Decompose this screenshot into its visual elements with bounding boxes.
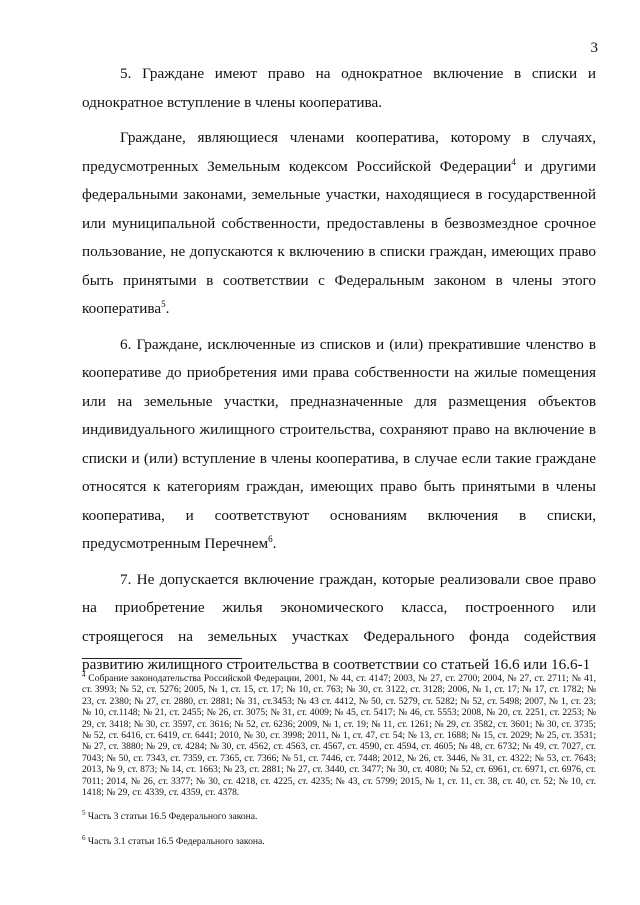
footnotes: [82, 670, 596, 860]
footnote-divider: [82, 658, 242, 659]
footnote-6: [82, 833, 596, 847]
footnote-text: Собрание законодательства Российской Федерации, 2001, № 44, ст. 4147; 2003, № 27, ст. 2700; 2004, № 27, ст. 2711; № 41, ст. 3993; № 52, ст. 5276; 2005, № 1, ст. 15, ст. 17; № 10, ст. 763; № 30, ст. 3122, ст. 3128; 2006, № 1, ст. 17; № 17, ст. 1782; № 23, ст. 2380; № 27, ст. 2880, ст. 2881; № 31, ст.3453; № 43 ст. 4412, № 50, ст. 5279, ст. 5282; № 52, ст. 5498; 2007, № 1, ст. 23; № 10, ст.1148; № 21, ст. 2455; № 26, ст. 3075; № 31, ст. 4009; № 45, ст. 5417; № 46, ст. 5553; 2008, № 20, ст. 2251, ст. 2253; № 29, ст. 3418; № 30, ст. 3597, ст. 3616; № 52, ст. 6236; 2009, № 1, ст. 19; № 11, ст. 1261; № 29, ст. 3582, ст. 3601; № 30, ст. 3735; № 52, ст. 6416, ст. 6419, ст. 6441; 2010, № 30, ст. 3998; 2011, № 1, ст. 47, ст. 54; № 13, ст. 1688; № 15, ст. 2029; № 25, ст. 3531; № 27, ст. 3880; № 29, ст. 4284; № 30, ст. 4562, ст. 4563, ст. 4567, ст. 4590, ст. 4594, ст. 4605; № 48, ст. 6732; № 49, ст. 7027, ст. 7043; № 50, ст. 7343, ст. 7359, ст. 7365, ст. 7366; № 51, ст. 7446, ст. 7448; 2012, № 26, ст. 3446, № 31, ст. 4322; № 53, ст. 7643; 2013, № 9, ст. 873; № 14, ст. 1663; № 23, ст. 2881; № 27, ст. 3440, ст. 3477; № 30, ст. 4080; № 52, ст. 6961, ст. 6971, ст. 6976, ст. 7011; 2014, № 26, ст. 3377; № 30, ст. 4218, ст. 4225, ст. 4235; № 43, ст. 5799; 2015, № 1, ст. 11, ст. 38, ст. 40, ст. 52; № 10, ст. 1418; № 29, ст. 4339, ст. 4359, ст. 4378.: [82, 673, 596, 799]
paragraph-5-continued: [82, 124, 596, 324]
footnote-4: [82, 670, 596, 799]
footnote-ref-4[interactable]: 4: [511, 156, 516, 167]
page-number: 3: [590, 40, 598, 56]
paragraph-text: .: [272, 535, 277, 552]
paragraph-6: [82, 331, 596, 559]
paragraph-text: 7. Не допускается включение граждан, которые реализовали свое право на приобретение жилья экономического класса, построенного или строящегося на земельных участках Федерального фонда содействия развитию жилищного строительства в соответствии со статьей 16.6 или 16.6-1: [82, 570, 596, 673]
footnote-mark: 6: [82, 833, 86, 842]
footnote-5: [82, 811, 596, 822]
paragraph-text: 5. Граждане имеют право на однократное включение в списки и однократное вступление в члены кооператива.: [82, 65, 596, 111]
paragraph-text: и другими федеральными законами, земельные участки, находящиеся в государственной или муниципальной собственности, предоставлены в безвозмездное срочное пользование, не допускаются к включению в списки граждан, имеющих право быть принятыми в соответствии с Федеральным законом в члены этого кооператива: [82, 157, 596, 317]
footnote-text: Часть 3 статьи 16.5 Федерального закона.: [85, 811, 258, 823]
body-text: [82, 60, 596, 687]
footnote-ref-6[interactable]: 6: [268, 533, 273, 544]
paragraph-text: .: [165, 300, 170, 317]
footnote-ref-5[interactable]: 5: [161, 298, 166, 309]
paragraph-7: [82, 566, 596, 680]
footnote-text: Часть 3.1 статьи 16.5 Федерального закона.: [85, 835, 265, 847]
paragraph-text: Граждане, являющиеся членами кооператива, которому в случаях, предусмотренных Земельным кодексом Российской Федерации: [82, 129, 596, 175]
footnote-mark: 4: [82, 670, 86, 679]
footnote-mark: 5: [82, 809, 86, 818]
paragraph-5: [82, 60, 596, 117]
paragraph-text: 6. Граждане, исключенные из списков и (или) прекратившие членство в кооперативе до приобретения ими права собственности на жилые помещения или на земельные участки, предназначенные для размещения объектов индивидуального жилищного строительства, сохраняют право на включение в списки и (или) вступление в члены кооператива, в случае если такие граждане относятся к категориям граждан, имеющих право быть принятыми в члены кооператива, и соответствуют основаниям включения в списки, предусмотренным Перечнем: [82, 335, 596, 552]
